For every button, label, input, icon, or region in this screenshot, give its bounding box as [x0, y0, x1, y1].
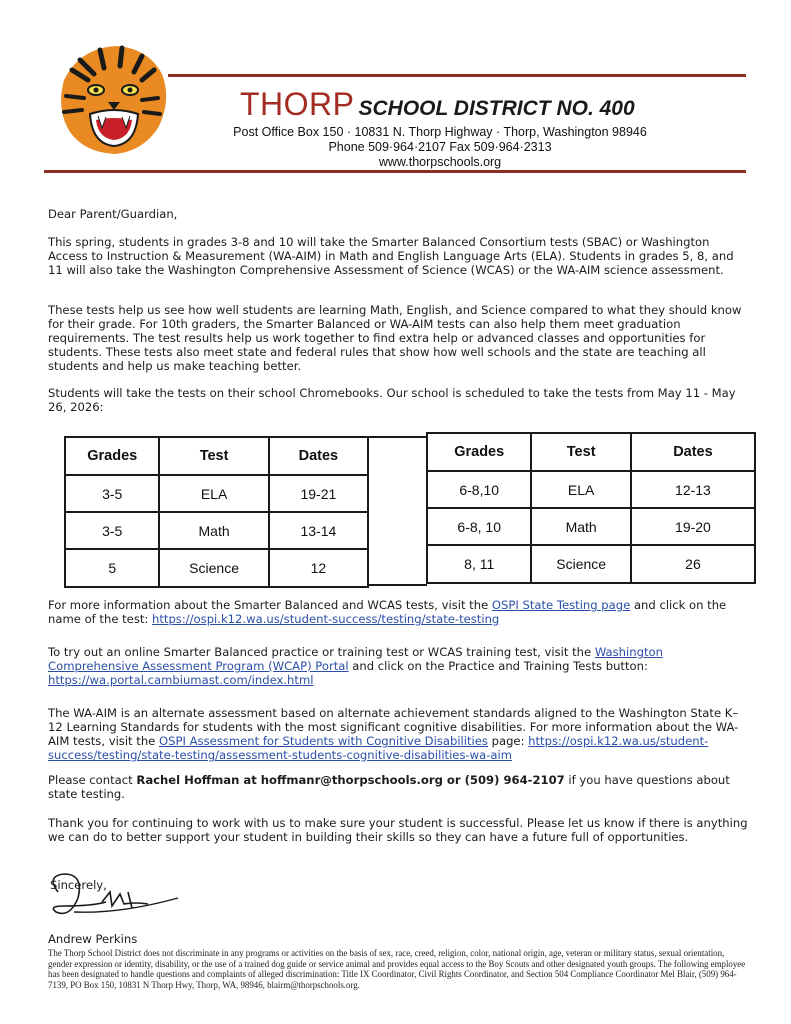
schedule-table-left	[64, 436, 369, 588]
ospi-cognitive-disabilities-link[interactable]: OSPI Assessment for Students with Cognitive Disabilities	[159, 734, 488, 748]
column-header-dates: Dates	[631, 433, 755, 471]
paragraph-contact	[48, 773, 748, 801]
paragraph-schedule-intro: Students will take the tests on their school Chromebooks. Our school is scheduled to take the tests from May 11 - May 26, 2026:	[48, 386, 736, 414]
paragraph-test-purpose: These tests help us see how well students are learning Math, English, and Science compared to what they should know for their grade. For 10th graders, the Smarter Balanced or WA-AIM tests can also help them meet graduation requirements. The test results help us work together to find extra help or advanced classes and opportunities for students. These tests also meet state and federal rules that show how well schools and the state are teaching all students and help us make teaching better.	[48, 303, 742, 373]
cambium-portal-url-link[interactable]: https://wa.portal.cambiumast.com/index.html	[48, 673, 314, 687]
paragraph-wa-aim	[48, 706, 748, 762]
wcap-portal-link[interactable]: Washington Comprehensive Assessment Program (WCAP) Portal	[48, 645, 663, 673]
paragraph-text: and click on the name of the test:	[48, 598, 727, 626]
tiger-head-icon	[50, 40, 172, 158]
column-header-test: Test	[159, 437, 268, 475]
ospi-state-testing-link[interactable]: OSPI State Testing page	[491, 598, 631, 612]
letterhead-top-rule	[168, 74, 746, 77]
district-name-rest: SCHOOL DISTRICT NO. 400	[358, 97, 635, 120]
paragraph-text: For more information about the Smarter Balanced and WCAS tests, visit the	[48, 598, 492, 612]
column-header-grades: Grades	[65, 437, 159, 475]
cell-dates: 12-13	[631, 471, 755, 508]
nondiscrimination-footer: The Thorp School District does not discriminate in any programs or activities on the basis of sex, race, creed, religion, color, national origin, age, veteran or military status, sexual orientation, gender expression or identity, disability, or the use of a trained dog guide or service animal and provides equal access to the Boy Scouts and other designated youth groups. The following employee has been designated to handle questions and complaints of alleged discrimination: Title IX Coordinator, Civil Rights Coordinator, and Section 504 Compliance Coordinator Mel Blair, (509) 964-7139, PO Box 150, 10831 N Thorp Hwy, Thorp, WA, 98946, blairm@thorpschools.org.	[48, 948, 746, 990]
table-row	[427, 508, 755, 545]
cell-dates: 13-14	[269, 512, 368, 549]
cell-test: Science	[531, 545, 630, 583]
table-spacer	[367, 436, 427, 586]
column-header-grades: Grades	[427, 433, 531, 471]
paragraph-more-info	[48, 598, 748, 626]
paragraph-text: Please contact	[48, 773, 137, 787]
cell-grades: 6-8,10	[427, 471, 531, 508]
cell-grades: 3-5	[65, 512, 159, 549]
column-header-test: Test	[531, 433, 630, 471]
cell-test: ELA	[159, 475, 268, 512]
letterhead-bottom-rule	[44, 170, 746, 173]
cell-grades: 5	[65, 549, 159, 587]
paragraph-text: page:	[487, 734, 529, 748]
cell-test: Math	[531, 508, 630, 545]
table-row	[427, 545, 755, 583]
paragraph-text: if you have questions about state testing.	[48, 773, 730, 801]
column-header-dates: Dates	[269, 437, 368, 475]
cell-grades: 6-8, 10	[427, 508, 531, 545]
cell-dates: 19-20	[631, 508, 755, 545]
paragraph-text: To try out an online Smarter Balanced practice or training test or WCAS training test, visit the	[48, 645, 595, 659]
district-website: www.thorpschools.org	[378, 155, 502, 169]
state-testing-url-link[interactable]: https://ospi.k12.wa.us/student-success/testing/state-testing	[152, 612, 500, 626]
cell-dates: 26	[631, 545, 755, 583]
district-name-thorp: THORP	[240, 86, 355, 122]
paragraph-text: and click on the Practice and Training Tests button:	[348, 659, 648, 673]
paragraph-practice-tests	[48, 645, 748, 687]
closing: Sincerely,	[50, 878, 107, 892]
table-row	[65, 475, 368, 512]
district-name	[240, 86, 635, 123]
cell-grades: 3-5	[65, 475, 159, 512]
contact-details: Rachel Hoffman at hoffmanr@thorpschools.org or (509) 964-2107	[136, 773, 565, 787]
table-row	[65, 549, 368, 587]
signature-icon	[44, 862, 184, 924]
district-address: Post Office Box 150 · 10831 N. Thorp Highway · Thorp, Washington 98946	[233, 125, 647, 139]
paragraph-testing-overview: This spring, students in grades 3-8 and 10 will take the Smarter Balanced Consortium tests (SBAC) or Washington Access to Instruction & Measurement (WA-AIM) in Math and English Language Arts (ELA). Students in grades 5, 8, and 11 will also take the Washington Comprehensive Assessment of Science (WCAS) or the WA-AIM science assessment.	[48, 235, 734, 277]
table-row	[427, 471, 755, 508]
district-phone: Phone 509·964·2107 Fax 509·964·2313	[328, 140, 552, 154]
wa-aim-url-link[interactable]: https://ospi.k12.wa.us/student-success/testing/state-testing/assessment-students-cognitive-disabilities-wa-aim	[48, 734, 709, 762]
paragraph-thank-you: Thank you for continuing to work with us to make sure your student is successful. Please let us know if there is anything we can do to better support your student in building their skills so they can have a future full of opportunities.	[48, 816, 748, 844]
schedule-table-right	[426, 432, 756, 584]
cell-test: ELA	[531, 471, 630, 508]
paragraph-text: The WA-AIM is an alternate assessment based on alternate achievement standards aligned to the Washington State K–12 Learning Standards for students with the most significant cognitive disabilities. For more information about the WA-AIM tests, visit the	[48, 706, 739, 748]
cell-dates: 12	[269, 549, 368, 587]
signer-name: Andrew Perkins	[48, 932, 138, 946]
cell-dates: 19-21	[269, 475, 368, 512]
cell-test: Science	[159, 549, 268, 587]
salutation: Dear Parent/Guardian,	[48, 207, 178, 221]
table-row	[65, 512, 368, 549]
cell-grades: 8, 11	[427, 545, 531, 583]
cell-test: Math	[159, 512, 268, 549]
